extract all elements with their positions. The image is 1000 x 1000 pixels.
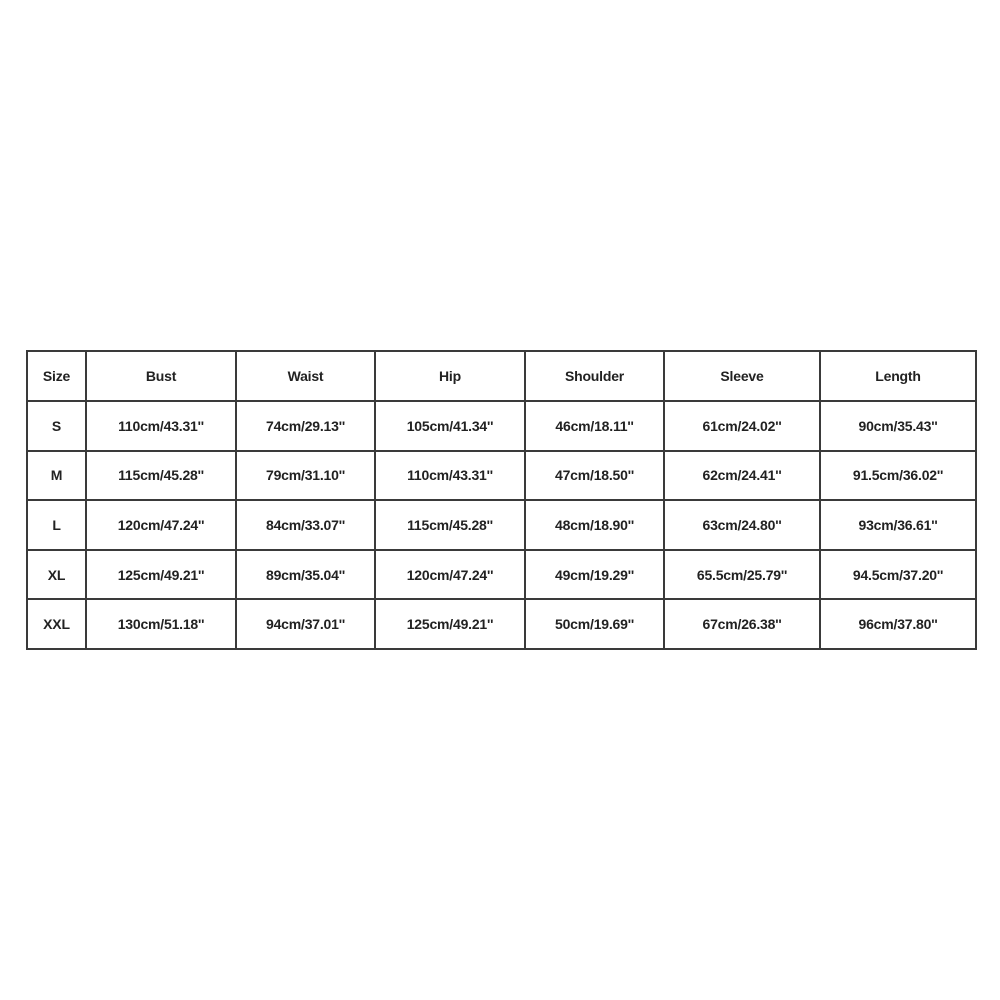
length-cell: 96cm/37.80'' <box>820 599 976 649</box>
size-cell: XXL <box>27 599 86 649</box>
waist-cell: 94cm/37.01'' <box>236 599 375 649</box>
header-shoulder: Shoulder <box>525 351 664 401</box>
size-cell: XL <box>27 550 86 600</box>
size-cell: L <box>27 500 86 550</box>
bust-cell: 120cm/47.24'' <box>86 500 236 550</box>
hip-cell: 105cm/41.34'' <box>375 401 525 451</box>
size-cell: M <box>27 451 86 501</box>
hip-cell: 120cm/47.24'' <box>375 550 525 600</box>
hip-cell: 115cm/45.28'' <box>375 500 525 550</box>
shoulder-cell: 48cm/18.90'' <box>525 500 664 550</box>
shoulder-cell: 50cm/19.69'' <box>525 599 664 649</box>
bust-cell: 110cm/43.31'' <box>86 401 236 451</box>
table-row <box>27 599 976 649</box>
table-row <box>27 500 976 550</box>
waist-cell: 79cm/31.10'' <box>236 451 375 501</box>
sleeve-cell: 63cm/24.80'' <box>664 500 820 550</box>
hip-cell: 125cm/49.21'' <box>375 599 525 649</box>
header-waist: Waist <box>236 351 375 401</box>
table-row <box>27 550 976 600</box>
waist-cell: 84cm/33.07'' <box>236 500 375 550</box>
header-row <box>27 351 976 401</box>
header-bust: Bust <box>86 351 236 401</box>
bust-cell: 115cm/45.28'' <box>86 451 236 501</box>
header-length: Length <box>820 351 976 401</box>
bust-cell: 125cm/49.21'' <box>86 550 236 600</box>
length-cell: 90cm/35.43'' <box>820 401 976 451</box>
shoulder-cell: 46cm/18.11'' <box>525 401 664 451</box>
sleeve-cell: 65.5cm/25.79'' <box>664 550 820 600</box>
hip-cell: 110cm/43.31'' <box>375 451 525 501</box>
waist-cell: 74cm/29.13'' <box>236 401 375 451</box>
length-cell: 91.5cm/36.02'' <box>820 451 976 501</box>
bust-cell: 130cm/51.18'' <box>86 599 236 649</box>
table-row <box>27 451 976 501</box>
length-cell: 94.5cm/37.20'' <box>820 550 976 600</box>
sleeve-cell: 62cm/24.41'' <box>664 451 820 501</box>
table-row <box>27 401 976 451</box>
size-cell: S <box>27 401 86 451</box>
size-chart-table <box>26 350 977 650</box>
shoulder-cell: 49cm/19.29'' <box>525 550 664 600</box>
waist-cell: 89cm/35.04'' <box>236 550 375 600</box>
length-cell: 93cm/36.61'' <box>820 500 976 550</box>
header-hip: Hip <box>375 351 525 401</box>
sleeve-cell: 67cm/26.38'' <box>664 599 820 649</box>
header-sleeve: Sleeve <box>664 351 820 401</box>
sleeve-cell: 61cm/24.02'' <box>664 401 820 451</box>
shoulder-cell: 47cm/18.50'' <box>525 451 664 501</box>
header-size: Size <box>27 351 86 401</box>
